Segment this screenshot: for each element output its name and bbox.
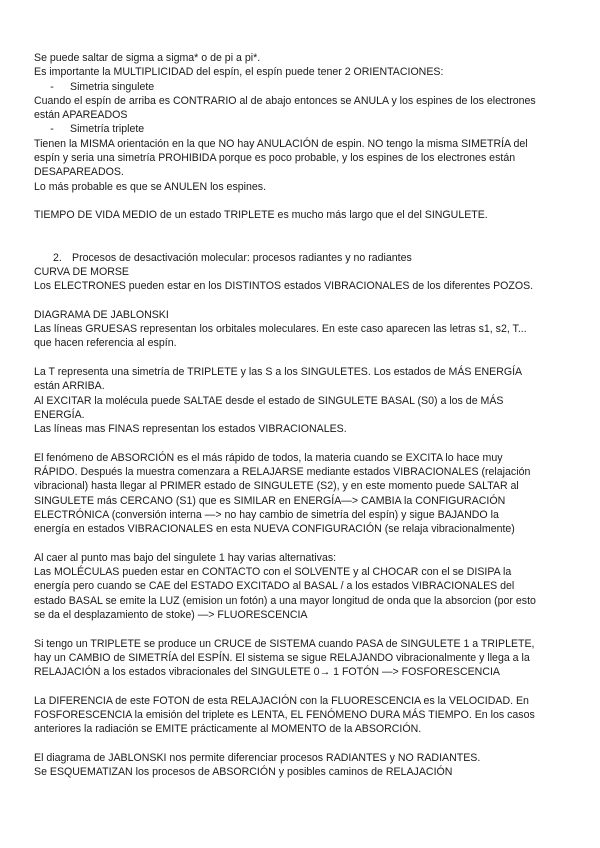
- numbered-heading: [34, 251, 574, 265]
- bullet-dash: -: [50, 123, 54, 136]
- list-number: 2.: [53, 251, 62, 264]
- paragraph-line: Se puede saltar de sigma a sigma* o de pi a pi*.: [34, 52, 261, 64]
- paragraph-line: están APAREADOS: [34, 109, 128, 122]
- spacer: [34, 537, 574, 551]
- bullet-label: Simetría triplete: [70, 123, 145, 136]
- paragraph-line: Las líneas mas FINAS representan los estados VIBRACIONALES.: [34, 423, 347, 436]
- spacer: [34, 351, 574, 365]
- paragraph-line: hay un CAMBIO de SIMETRÍA del ESPÍN. El sistema se sigue RELAJANDO vibracionalmente y llega a la: [34, 651, 530, 664]
- paragraph-line: RÁPIDO. Después la muestra comenzara a RELAJARSE mediante estados VIBRACIONALES (relajación: [34, 466, 531, 479]
- spacer: [34, 737, 574, 751]
- paragraph-line: DESAPAREADOS.: [34, 166, 124, 179]
- paragraph-line: energía pero cuando se CAE del ESTADO EXCITADO al BASAL / a los estados VIBRACIONALES del: [34, 580, 515, 593]
- paragraph-line: Las MOLÉCULAS pueden estar en CONTACTO con el SOLVENTE y al CHOCAR con el se DISIPA la: [34, 566, 512, 579]
- paragraph-line: espín y seria una simetría PROHIBIDA porque es poco probable, y los espines de los electrones están: [34, 152, 516, 165]
- spacer: [34, 223, 574, 251]
- paragraph-line: La DIFERENCIA de este FOTON de esta RELAJACIÓN con la FLUORESCENCIA es la VELOCIDAD. En: [34, 694, 529, 707]
- paragraph-line: estado BASAL se emite la LUZ (emision un fotón) a una mayor longitud de onda que la absorcion (por esto: [34, 594, 536, 607]
- paragraph-line: La T representa una simetría de TRIPLETE y las S a los SINGULETES. Los estados de MÁS ENERGÍA: [34, 365, 523, 378]
- paragraph-line: El diagrama de JABLONSKI nos permite diferenciar procesos RADIANTES y NO RADIANTES.: [34, 751, 481, 764]
- paragraph-line: Las líneas GRUESAS representan los orbitales moleculares. En este caso aparecen las letras s1, s2, T...: [34, 323, 527, 336]
- document-page: [34, 51, 574, 780]
- paragraph-line: SINGULETE más CERCANO (S1) que es SIMILAR en ENERGÍA—> CAMBIA la CONFIGURACIÓN: [34, 494, 506, 507]
- paragraph-line: Cuando el espín de arriba es CONTRARIO al de abajo entonces se ANULA y los espines de los electrones: [34, 94, 536, 107]
- paragraph-line: Tienen la MISMA orientación en la que NO hay ANULACIÓN de espin. NO tengo la misma SIMETRÍA del: [34, 137, 528, 150]
- section-title-jablonski: DIAGRAMA DE JABLONSKI: [34, 308, 169, 321]
- paragraph-line: Se ESQUEMATIZAN los procesos de ABSORCIÓN y posibles caminos de RELAJACIÓN: [34, 766, 453, 779]
- paragraph-line: El fenómeno de ABSORCIÓN es el más rápido de todos, la materia cuando se EXCITA lo hace muy: [34, 451, 503, 464]
- spacer: [34, 622, 574, 636]
- bullet-dash: -: [50, 80, 54, 93]
- paragraph-line: ENERGÍA.: [34, 408, 85, 421]
- paragraph-line: energía en estados VIBRACIONALES en esta NUEVA CONFIGURACIÓN (se relaja vibracionalmente): [34, 523, 515, 536]
- paragraph-line: Lo más probable es que se ANULEN los espines.: [34, 180, 267, 193]
- paragraph-line: RELAJACIÓN a los estados vibracionales del SINGULETE 0→ 1 FOTÓN —> FOSFORESCENCIA: [34, 666, 500, 679]
- paragraph-line: ELECTRÓNICA (conversión interna —> no hay cambio de simetría del espín) y sigue BAJANDO la: [34, 508, 499, 521]
- paragraph-line: están ARRIBA.: [34, 380, 105, 393]
- paragraph-line: anteriores la radiación se EMITE prácticamente al MOMENTO de la ABSORCIÓN.: [34, 723, 422, 736]
- bullet-item-singulete: [34, 80, 574, 94]
- section-title-morse: CURVA DE MORSE: [34, 265, 129, 278]
- bullet-label: Simetria singulete: [70, 80, 155, 93]
- spacer: [34, 194, 574, 208]
- paragraph-line: FOSFORESCENCIA la emisión del triplete es LENTA, EL FENÓMENO DURA MÁS TIEMPO. En los casos: [34, 709, 535, 722]
- paragraph-line: Es importante la MULTIPLICIDAD del espín, el espín puede tener 2 ORIENTACIONES:: [34, 66, 444, 79]
- paragraph-line: TIEMPO DE VIDA MEDIO de un estado TRIPLETE es mucho más largo que el del SINGULETE.: [34, 209, 488, 222]
- paragraph-line: vibracional) hasta llegar al PRIMER estado de SINGULETE (S2), y en este momento puede SALTAR al: [34, 480, 519, 493]
- spacer: [34, 679, 574, 693]
- heading-text: Procesos de desactivación molecular: procesos radiantes y no radiantes: [72, 251, 412, 264]
- paragraph-line: que hacen referencia al espín.: [34, 337, 177, 350]
- spacer: [34, 436, 574, 450]
- paragraph-line: Al caer al punto mas bajo del singulete 1 hay varias alternativas:: [34, 551, 337, 564]
- paragraph-line: se da el desplazamiento de stoke) —> FLUORESCENCIA: [34, 608, 308, 621]
- paragraph-line: Los ELECTRONES pueden estar en los DISTINTOS estados VIBRACIONALES de los diferentes POZOS.: [34, 280, 534, 293]
- paragraph-line: Si tengo un TRIPLETE se produce un CRUCE de SISTEMA cuando PASA de SINGULETE 1 a TRIPLETE,: [34, 637, 535, 650]
- spacer: [34, 293, 574, 307]
- paragraph-line: Al EXCITAR la molécula puede SALTAE desde el estado de SINGULETE BASAL (S0) a los de MÁS: [34, 394, 504, 407]
- bullet-item-triplete: [34, 122, 574, 136]
